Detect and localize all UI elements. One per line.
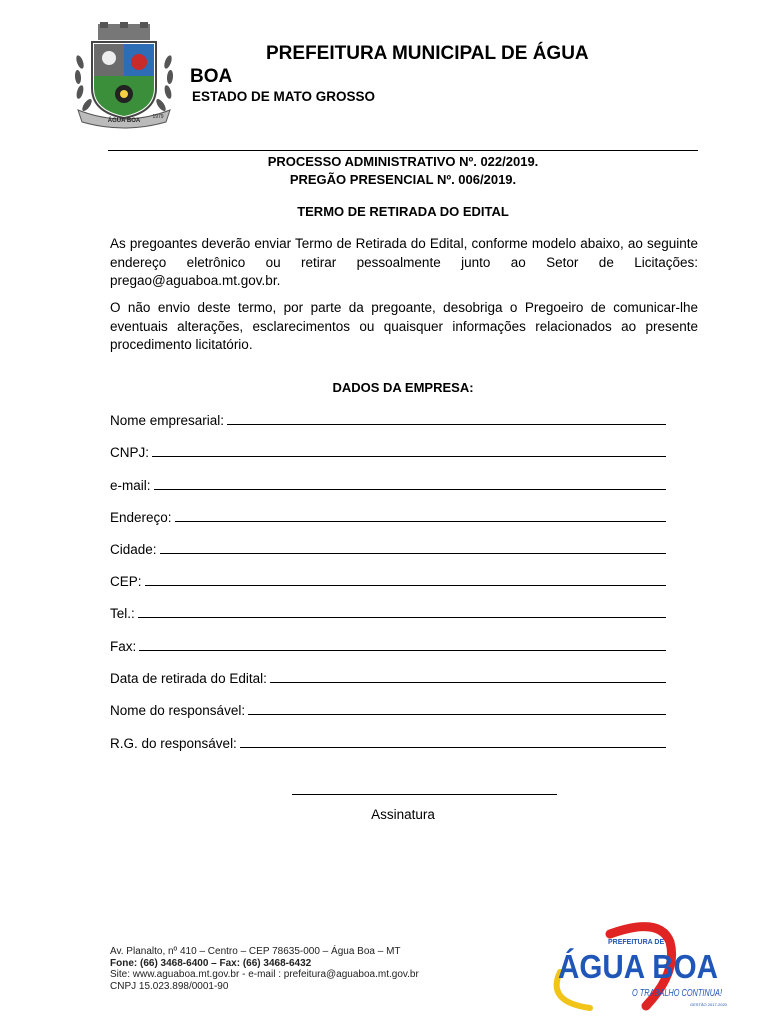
municipality-title: PREFEITURA MUNICIPAL DE ÁGUA bbox=[266, 43, 589, 64]
crown bbox=[98, 22, 150, 40]
process-number: PROCESSO ADMINISTRATIVO Nº. 022/2019. bbox=[267, 154, 539, 169]
form-field-row bbox=[110, 701, 666, 718]
form-field-blank[interactable] bbox=[227, 411, 666, 425]
form-field-blank[interactable] bbox=[160, 540, 666, 554]
svg-text:1979: 1979 bbox=[152, 114, 164, 120]
form-field-label: CNPJ: bbox=[110, 445, 150, 460]
signature-line[interactable] bbox=[292, 794, 557, 795]
footer-cnpj: CNPJ 15.023.898/0001-90 bbox=[110, 980, 229, 992]
svg-text:PREFEITURA DE: PREFEITURA DE bbox=[608, 939, 665, 946]
company-data-heading: DADOS DA EMPRESA: bbox=[332, 380, 474, 395]
form-field-row bbox=[110, 604, 666, 621]
form-field-label: Nome empresarial: bbox=[110, 413, 225, 428]
form-field-blank[interactable] bbox=[139, 637, 666, 651]
instructions-paragraph: As pregoantes deverão enviar Termo de Retirada do Edital, conforme modelo abaixo, ao seguinte endereço eletrônico ou retirar pessoalmente junto ao Setor de Licitações: pregao@aguaboa.mt.gov.br. bbox=[110, 236, 698, 289]
form-field-label: Nome do responsável: bbox=[110, 703, 246, 718]
form-field-row bbox=[110, 476, 666, 493]
form-field-row bbox=[110, 669, 666, 686]
form-field-row bbox=[110, 572, 666, 589]
footer-address: Av. Planalto, nº 410 – Centro – CEP 78635-000 – Água Boa – MT bbox=[110, 946, 401, 957]
form-field-blank[interactable] bbox=[270, 669, 666, 683]
svg-text:ÁGUA BOA: ÁGUA BOA bbox=[558, 948, 718, 985]
form-field-blank[interactable] bbox=[248, 701, 666, 715]
form-field-row bbox=[110, 443, 666, 460]
form-field-blank[interactable] bbox=[240, 734, 666, 748]
form-field-row bbox=[110, 734, 666, 751]
footer-phone: Fone: (66) 3468-6400 – Fax: (66) 3468-6432 bbox=[110, 957, 312, 969]
form-field-label: Cidade: bbox=[110, 542, 157, 557]
svg-text:GESTÃO 2017-2020: GESTÃO 2017-2020 bbox=[690, 1002, 727, 1007]
form-field-blank[interactable] bbox=[152, 443, 666, 457]
form-field-label: e-mail: bbox=[110, 478, 151, 493]
form-field-row bbox=[110, 540, 666, 557]
form-field-label: Fax: bbox=[110, 639, 137, 654]
form-field-row bbox=[110, 411, 666, 428]
header-divider bbox=[108, 150, 698, 151]
footer-site: Site: www.aguaboa.mt.gov.br - e-mail : prefeitura@aguaboa.mt.gov.br bbox=[110, 969, 419, 981]
form-field-label: Tel.: bbox=[110, 606, 135, 621]
svg-text:O TRABALHO CONTINUA!: O TRABALHO CONTINUA! bbox=[632, 988, 723, 999]
auction-number: PREGÃO PRESENCIAL Nº. 006/2019. bbox=[289, 172, 517, 187]
state-name: ESTADO DE MATO GROSSO bbox=[192, 89, 376, 104]
form-field-label: CEP: bbox=[110, 574, 142, 589]
form-field-blank[interactable] bbox=[175, 508, 666, 522]
form-field-row bbox=[110, 508, 666, 525]
form-field-label: Data de retirada do Edital: bbox=[110, 671, 267, 686]
form-field-label: Endereço: bbox=[110, 510, 172, 525]
municipality-title-continued: BOA bbox=[190, 66, 233, 87]
municipal-crest bbox=[70, 22, 178, 128]
form-field-blank[interactable] bbox=[145, 572, 666, 586]
form-field-blank[interactable] bbox=[138, 604, 666, 618]
svg-text:ÁGUA BOA: ÁGUA BOA bbox=[107, 118, 141, 124]
form-field-row bbox=[110, 637, 666, 654]
footer-contact bbox=[110, 946, 419, 992]
agua-boa-logo bbox=[550, 922, 727, 1012]
disclaimer-paragraph: O não envio deste termo, por parte da pregoante, desobriga o Pregoeiro de comunicar-lhe eventuais alterações, esclarecimentos ou quaisquer informações relacionados ao presente procedimento licitatório. bbox=[110, 300, 698, 353]
signature-label: Assinatura bbox=[371, 807, 435, 822]
form-field-label: R.G. do responsável: bbox=[110, 736, 237, 751]
document-subject: TERMO DE RETIRADA DO EDITAL bbox=[297, 204, 509, 219]
form-field-blank[interactable] bbox=[154, 476, 666, 490]
